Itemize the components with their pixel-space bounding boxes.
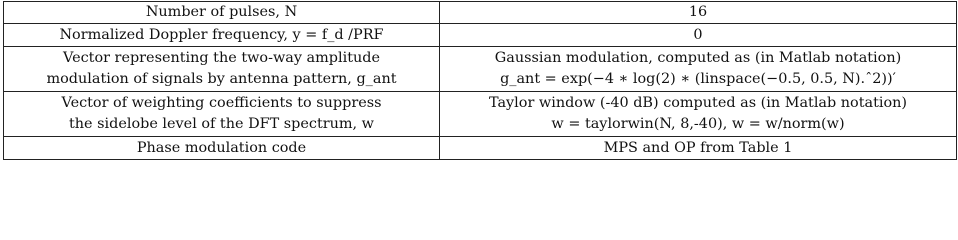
value-text: w = taylorwin(N, 8,-40), w = w/norm(w) [551,116,845,132]
value-text: MPS and OP from Table 1 [603,139,793,156]
value-text: Taylor window (-40 dB) computed as (in Matlab notation) [488,95,908,111]
parameters-table [3,1,957,160]
parameter-text: Normalized Doppler frequency, y = f_d /PRF [59,26,384,43]
parameter-cell [4,24,440,47]
value-cell [440,137,957,160]
parameter-text: Number of pulses, N [145,4,298,20]
parameter-text: Vector representing the two-way amplitude [63,50,380,66]
table-row [4,92,957,137]
value-text: g_ant = exp(−4 ∗ log(2) ∗ (linspace(−0.5, 0.5, N).ˆ2))′ [500,71,896,87]
value-cell [440,47,957,92]
value-text: Gaussian modulation, computed as (in Matlab notation) [494,50,902,66]
parameter-cell [4,137,440,160]
parameter-text: Phase modulation code [136,139,307,156]
parameter-text: modulation of signals by antenna pattern, g_ant [46,71,397,87]
value-cell [440,24,957,47]
table-row [4,47,957,92]
parameter-text: Vector of weighting coefficients to suppress [61,95,382,111]
parameter-cell [4,92,440,137]
value-cell [440,2,957,24]
value-text: 0 [693,26,703,43]
parameter-cell [4,2,440,24]
parameter-text: the sidelobe level of the DFT spectrum, w [69,116,374,132]
table-row [4,24,957,47]
value-cell [440,92,957,137]
parameter-cell [4,47,440,92]
table-row [4,2,957,24]
table-row [4,137,957,160]
value-text: 16 [688,4,708,20]
